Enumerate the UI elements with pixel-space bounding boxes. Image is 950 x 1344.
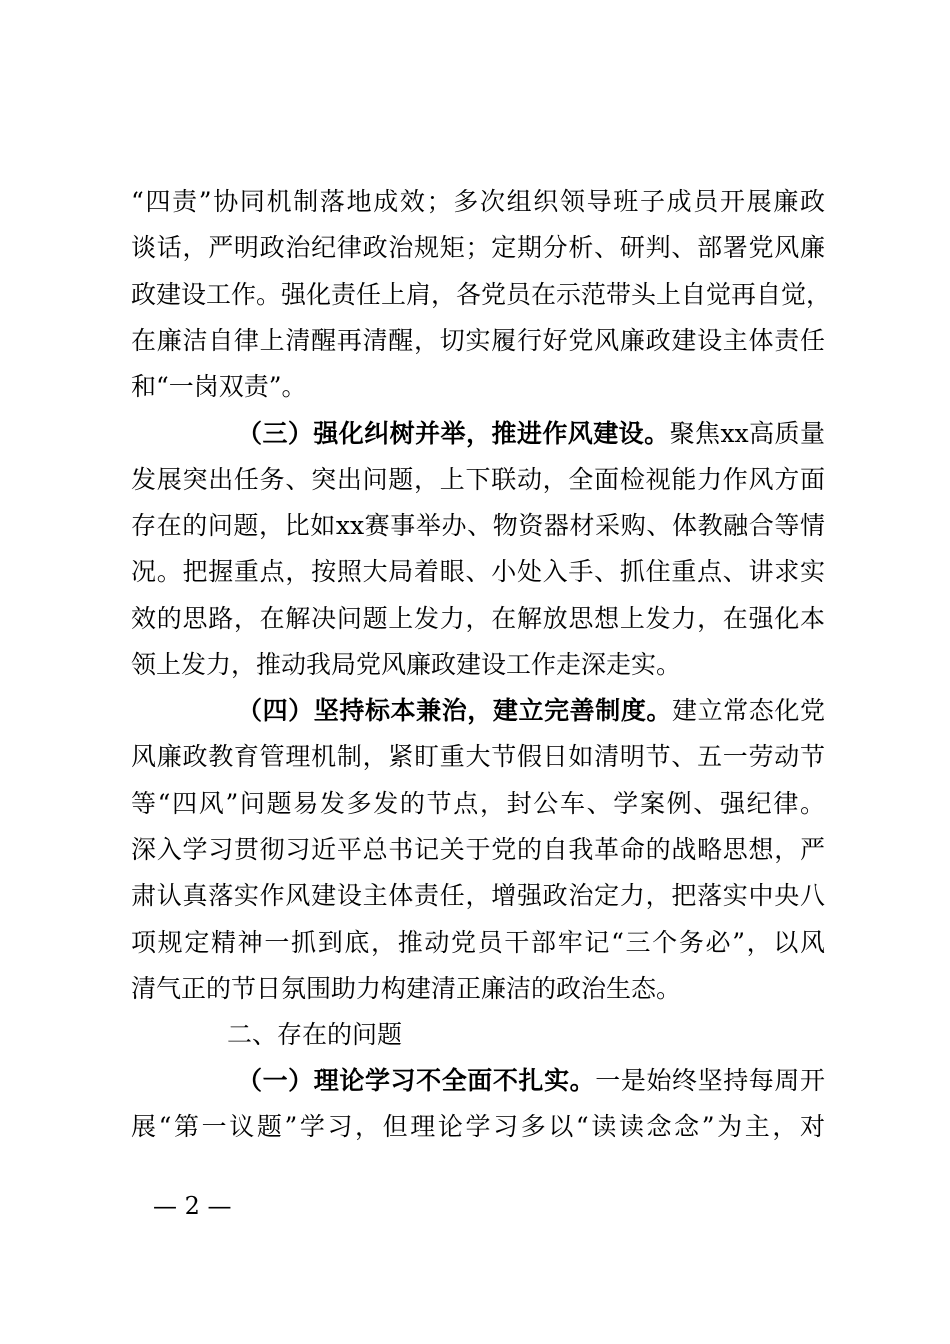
body-line: 存在的问题，比如xx赛事举办、物资器材采购、体教融合等情 (131, 511, 825, 540)
body-line: 效的思路，在解决问题上发力，在解放思想上发力，在强化本 (131, 604, 825, 633)
body-line: 等“四风”问题易发多发的节点，封公车、学案例、强纪律。 (131, 789, 825, 818)
body-line: 肃认真落实作风建设主体责任，增强政治定力，把落实中央八 (131, 881, 825, 910)
body-line: 清气正的节日氛围助力构建清正廉洁的政治生态。 (131, 974, 682, 1003)
part-2-section-1-first-line (237, 1066, 825, 1096)
body-line: 谈话，严明政治纪律政治规矩；定期分析、研判、部署党风廉 (131, 233, 825, 262)
body-line: 领上发力，推动我局党风廉政建设工作走深走实。 (131, 650, 682, 679)
body-line: 政建设工作。强化责任上肩，各党员在示范带头上自觉再自觉， (131, 280, 832, 309)
page-number: — 2 — (153, 1192, 232, 1220)
section-3-first-line (237, 419, 825, 449)
body-line: 项规定精神一抓到底，推动党员干部牢记“三个务必”，以风 (131, 928, 825, 957)
body-line: 风廉政教育管理机制，紧盯重大节假日如清明节、五一劳动节 (131, 742, 825, 771)
body-line: 和“一岗双责”。 (131, 372, 307, 401)
part-2-section-1-first-line-rest: 一是始终坚持每周开 (595, 1066, 825, 1095)
body-line: 展“第一议题”学习，但理论学习多以“读读念念”为主，对 (131, 1112, 825, 1141)
body-line: 深入学习贯彻习近平总书记关于党的自我革命的战略思想，严 (131, 835, 825, 864)
part-2-section-1-heading: （一）理论学习不全面不扎实。 (237, 1066, 596, 1095)
body-line: “四责”协同机制落地成效；多次组织领导班子成员开展廉政 (131, 187, 825, 216)
part-2-heading: 二、存在的问题 (227, 1020, 403, 1049)
section-4-heading: （四）坚持标本兼治，建立完善制度。 (237, 696, 673, 725)
body-line: 发展突出任务、突出问题，上下联动，全面检视能力作风方面 (131, 465, 825, 494)
section-4-first-line-rest: 建立常态化党 (672, 696, 825, 725)
section-4-first-line (237, 696, 825, 726)
body-line: 况。把握重点，按照大局着眼、小处入手、抓住重点、讲求实 (131, 557, 825, 586)
section-3-first-line-rest: 聚焦xx高质量 (669, 419, 825, 448)
section-3-heading: （三）强化纠树并举，推进作风建设。 (237, 419, 670, 448)
body-line: 在廉洁自律上清醒再清醒，切实履行好党风廉政建设主体责任 (131, 326, 825, 355)
